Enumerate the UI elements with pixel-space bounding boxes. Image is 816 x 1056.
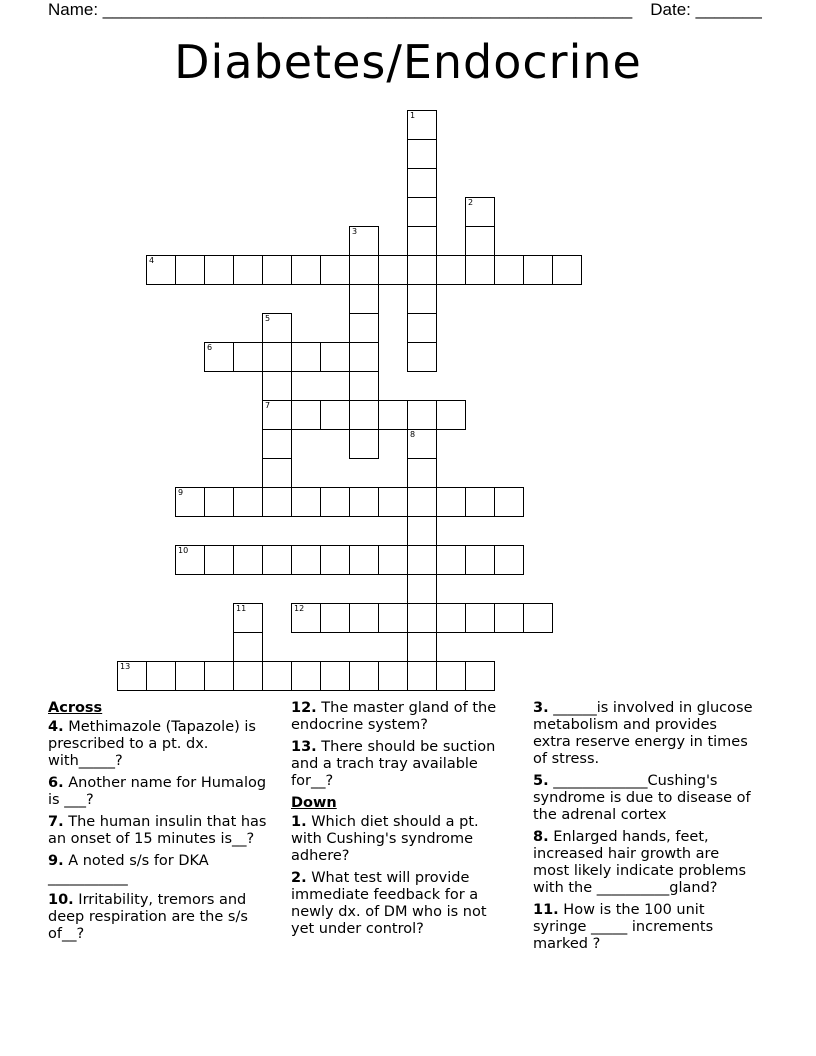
grid-cell[interactable]: [291, 487, 321, 517]
grid-cell[interactable]: [407, 226, 437, 256]
clue-down-8: [533, 829, 753, 897]
clue-text: What test will provide immediate feedback for a newly dx. of DM who is not yet under control?: [291, 870, 487, 937]
grid-cell[interactable]: [494, 545, 524, 575]
grid-cell[interactable]: [349, 429, 379, 459]
grid-cell[interactable]: [175, 487, 205, 517]
grid-cell[interactable]: [465, 226, 495, 256]
clue-text: ______is involved in glucose metabolism and provides extra reserve energy in times of stress.: [533, 700, 753, 767]
clue-across-9: [48, 853, 268, 887]
clue-across-10: [48, 892, 268, 943]
grid-cell[interactable]: [465, 487, 495, 517]
grid-cell[interactable]: [407, 487, 437, 517]
down-heading: Down: [291, 795, 337, 811]
cell-number: 8: [410, 430, 416, 439]
grid-cell[interactable]: [436, 400, 466, 430]
grid-cell[interactable]: [407, 284, 437, 314]
grid-cell[interactable]: [407, 545, 437, 575]
grid-cell[interactable]: [378, 603, 408, 633]
grid-cell[interactable]: [204, 487, 234, 517]
grid-cell[interactable]: [407, 632, 437, 662]
grid-cell[interactable]: [552, 255, 582, 285]
grid-cell[interactable]: [465, 197, 495, 227]
clue-across-7: [48, 814, 268, 848]
grid-cell[interactable]: [436, 255, 466, 285]
clue-text: _____________Cushing's syndrome is due to disease of the adrenal cortex: [533, 773, 751, 823]
cell-number: 4: [149, 256, 155, 265]
grid-cell[interactable]: [523, 603, 553, 633]
grid-cell[interactable]: [262, 255, 292, 285]
grid-cell[interactable]: [349, 371, 379, 401]
grid-cell[interactable]: [262, 342, 292, 372]
clue-number: 7.: [48, 814, 64, 830]
clues-column-1: [48, 700, 268, 948]
grid-cell[interactable]: [146, 255, 176, 285]
grid-cell[interactable]: [262, 313, 292, 343]
clue-down-11: [533, 902, 753, 953]
grid-cell[interactable]: [320, 255, 350, 285]
grid-cell[interactable]: [233, 487, 263, 517]
grid-cell[interactable]: [349, 661, 379, 691]
clue-across-4: [48, 719, 268, 770]
grid-cell[interactable]: [349, 226, 379, 256]
grid-cell[interactable]: [494, 487, 524, 517]
clue-number: 12.: [291, 700, 317, 716]
grid-cell[interactable]: [320, 545, 350, 575]
grid-cell[interactable]: [465, 255, 495, 285]
grid-cell[interactable]: [262, 487, 292, 517]
clue-text: How is the 100 unit syringe _____ increments marked ?: [533, 902, 714, 952]
clue-number: 4.: [48, 719, 64, 735]
clue-text: Irritability, tremors and deep respiration are the s/s of__?: [48, 892, 248, 942]
clue-across-12: [291, 700, 511, 734]
clue-number: 11.: [533, 902, 559, 918]
grid-cell[interactable]: [117, 661, 147, 691]
grid-cell[interactable]: [436, 603, 466, 633]
grid-cell[interactable]: [378, 545, 408, 575]
clue-text: Which diet should a pt. with Cushing's syndrome adhere?: [291, 814, 479, 864]
clue-number: 1.: [291, 814, 307, 830]
grid-cell[interactable]: [349, 487, 379, 517]
grid-cell[interactable]: [175, 545, 205, 575]
grid-cell[interactable]: [320, 342, 350, 372]
grid-cell[interactable]: [465, 661, 495, 691]
cell-number: 12: [294, 604, 305, 613]
cell-number: 1: [410, 111, 416, 120]
grid-cell[interactable]: [262, 400, 292, 430]
clue-text: There should be suction and a trach tray available for__?: [291, 739, 496, 789]
grid-cell[interactable]: [349, 284, 379, 314]
grid-cell[interactable]: [233, 545, 263, 575]
cell-number: 6: [207, 343, 213, 352]
grid-cell[interactable]: [494, 255, 524, 285]
grid-cell[interactable]: [233, 632, 263, 662]
grid-cell[interactable]: [407, 255, 437, 285]
grid-cell[interactable]: [407, 574, 437, 604]
grid-cell[interactable]: [407, 342, 437, 372]
grid-cell[interactable]: [291, 400, 321, 430]
grid-cell[interactable]: [436, 487, 466, 517]
grid-cell[interactable]: [146, 661, 176, 691]
grid-cell[interactable]: [407, 110, 437, 140]
grid-cell[interactable]: [262, 545, 292, 575]
grid-cell[interactable]: [407, 168, 437, 198]
clue-number: 2.: [291, 870, 307, 886]
cell-number: 3: [352, 227, 358, 236]
cell-number: 5: [265, 314, 271, 323]
grid-cell[interactable]: [407, 429, 437, 459]
grid-cell[interactable]: [175, 255, 205, 285]
grid-cell[interactable]: [407, 516, 437, 546]
grid-cell[interactable]: [436, 545, 466, 575]
grid-cell[interactable]: [349, 545, 379, 575]
grid-cell[interactable]: [349, 603, 379, 633]
grid-cell[interactable]: [494, 603, 524, 633]
grid-cell[interactable]: [320, 400, 350, 430]
clue-down-2: [291, 870, 511, 938]
clue-down-3: [533, 700, 753, 768]
clue-number: 8.: [533, 829, 549, 845]
grid-cell[interactable]: [291, 342, 321, 372]
date-field: Date: _______: [650, 0, 762, 19]
grid-cell[interactable]: [262, 371, 292, 401]
grid-cell[interactable]: [320, 661, 350, 691]
grid-cell[interactable]: [407, 603, 437, 633]
clue-text: A noted s/s for DKA ___________: [48, 853, 209, 886]
grid-cell[interactable]: [291, 545, 321, 575]
grid-cell[interactable]: [465, 603, 495, 633]
grid-cell[interactable]: [407, 313, 437, 343]
clue-across-13: [291, 739, 511, 790]
clue-down-1: [291, 814, 511, 865]
across-heading: Across: [48, 700, 103, 716]
grid-cell[interactable]: [407, 400, 437, 430]
grid-cell[interactable]: [465, 545, 495, 575]
grid-cell[interactable]: [349, 400, 379, 430]
grid-cell[interactable]: [436, 661, 466, 691]
grid-cell[interactable]: [233, 661, 263, 691]
cell-number: 10: [178, 546, 189, 555]
clue-text: Another name for Humalog is ___?: [48, 775, 267, 808]
grid-cell[interactable]: [407, 661, 437, 691]
clue-number: 10.: [48, 892, 74, 908]
clues-column-3: [533, 700, 753, 958]
clue-number: 6.: [48, 775, 64, 791]
clue-text: The master gland of the endocrine system?: [291, 700, 497, 733]
grid-cell[interactable]: [204, 545, 234, 575]
clue-text: The human insulin that has an onset of 15 minutes is__?: [48, 814, 267, 847]
clue-number: 3.: [533, 700, 549, 716]
grid-cell[interactable]: [262, 458, 292, 488]
grid-cell[interactable]: [204, 342, 234, 372]
grid-cell[interactable]: [378, 255, 408, 285]
grid-cell[interactable]: [407, 458, 437, 488]
grid-cell[interactable]: [320, 603, 350, 633]
grid-cell[interactable]: [175, 661, 205, 691]
grid-cell[interactable]: [349, 342, 379, 372]
grid-cell[interactable]: [262, 661, 292, 691]
grid-cell[interactable]: [407, 139, 437, 169]
grid-cell[interactable]: [407, 197, 437, 227]
grid-cell[interactable]: [378, 487, 408, 517]
grid-cell[interactable]: [378, 400, 408, 430]
clue-number: 5.: [533, 773, 549, 789]
grid-cell[interactable]: [233, 342, 263, 372]
grid-cell[interactable]: [378, 661, 408, 691]
cell-number: 2: [468, 198, 474, 207]
grid-cell[interactable]: [204, 661, 234, 691]
clue-down-5: [533, 773, 753, 824]
clue-across-6: [48, 775, 268, 809]
grid-cell[interactable]: [204, 255, 234, 285]
cell-number: 7: [265, 401, 271, 410]
grid-cell[interactable]: [320, 487, 350, 517]
clue-number: 9.: [48, 853, 64, 869]
cell-number: 11: [236, 604, 247, 613]
page-title: Diabetes/Endocrine: [174, 35, 642, 89]
grid-cell[interactable]: [233, 603, 263, 633]
name-field: Name: ________________________________________________________: [48, 0, 633, 19]
clue-text: Methimazole (Tapazole) is prescribed to a pt. dx. with_____?: [48, 719, 256, 769]
grid-cell[interactable]: [233, 255, 263, 285]
clues-column-2: [291, 700, 511, 943]
grid-cell[interactable]: [262, 429, 292, 459]
cell-number: 13: [120, 662, 131, 671]
clue-text: Enlarged hands, feet, increased hair growth are most likely indicate problems with the __________gland?: [533, 829, 746, 896]
grid-cell[interactable]: [349, 313, 379, 343]
grid-cell[interactable]: [291, 603, 321, 633]
grid-cell[interactable]: [291, 255, 321, 285]
clue-number: 13.: [291, 739, 317, 755]
grid-cell[interactable]: [291, 661, 321, 691]
cell-number: 9: [178, 488, 184, 497]
grid-cell[interactable]: [523, 255, 553, 285]
grid-cell[interactable]: [349, 255, 379, 285]
